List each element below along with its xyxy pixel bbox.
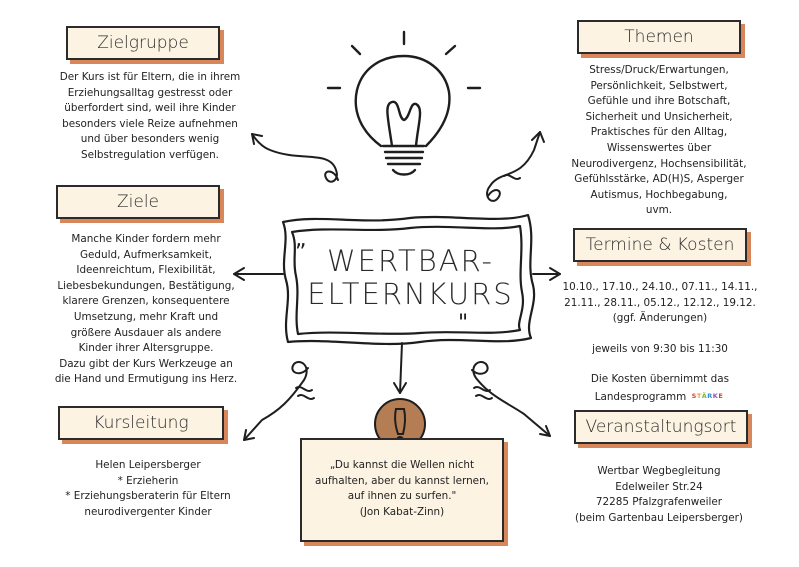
svg-text:„: „ [295, 227, 307, 252]
logo-letter: Ä [701, 391, 708, 400]
cost-line-1: Die Kosten übernimmt das [590, 373, 730, 386]
text-line: Sicherheit und Unsicherheit, [585, 110, 733, 123]
arrow-down [400, 343, 402, 393]
text-line: uvm. [645, 204, 673, 217]
arrow-upper-right [487, 132, 540, 201]
text-line: * Erzieherin [117, 474, 179, 487]
quote-line: „Du kannst die Wellen nicht [329, 459, 475, 471]
text-line: Persönlichkeit, Selbstwert, [590, 79, 728, 92]
quote-box [300, 438, 504, 542]
text-line: Kinder ihrer Altersgruppe. [78, 342, 214, 355]
text-line: größere Ausdauer als andere [70, 326, 222, 339]
text-line: klarere Grenzen, konsequentere [62, 295, 230, 308]
text-line: neurodivergenter Kinder [84, 505, 212, 518]
text-line: Neurodivergenz, Hochsensibilität, [571, 157, 747, 170]
text-line: die Hand und Ermutigung ins Herz. [54, 373, 238, 386]
text-line: Edelweiler Str.24 [615, 480, 703, 493]
heading-zielgruppe: Zielgruppe [66, 26, 220, 60]
text-line: Selbstregulation verfügen. [81, 148, 219, 161]
cost-program: Landesprogramm [594, 390, 687, 403]
text-line: Gefühle und ihre Botschaft, [587, 95, 731, 108]
text-ziele [48, 232, 244, 388]
text-line: Erziehungsalltag gestresst oder [67, 86, 233, 99]
lightbulb-icon [328, 32, 480, 175]
staerke-logo [690, 388, 726, 406]
text-line: (beim Gartenbau Leipersberger) [575, 511, 743, 524]
quote-author: (Jon Kabat-Zinn) [359, 505, 445, 518]
dates-note: (ggf. Änderungen) [612, 312, 708, 325]
text-line: * Erziehungsberaterin für Eltern [65, 490, 231, 503]
text-line: Wertbar Wegbegleitung [597, 465, 721, 477]
logo-letter: S [691, 391, 697, 400]
cost-line-2 [556, 388, 764, 406]
text-line: Wissenswertes über [606, 141, 712, 154]
text-line: überfordert sind, weil ihre Kinder [64, 102, 236, 115]
arrow-lower-right [472, 362, 550, 436]
time-line: jeweils von 9:30 bis 11:30 [592, 342, 728, 355]
svg-text:": " [458, 311, 469, 336]
heading-ziele: Ziele [56, 185, 220, 219]
text-line: Der Kurs ist für Eltern, die in ihrem [59, 71, 241, 83]
text-line: Dazu gibt der Kurs Werkzeuge an [59, 357, 233, 370]
logo-letter: K [712, 391, 719, 400]
text-themen [556, 63, 762, 219]
heading-termine-kosten: Termine & Kosten [573, 228, 747, 262]
text-kursleitung [46, 458, 250, 520]
quote-line: aufhalten, aber du kannst lernen, [315, 474, 489, 487]
text-line: Gefühlsstärke, AD(H)S, Asperger [574, 173, 744, 186]
quote-text [302, 458, 502, 520]
text-line: Helen Leipersberger [95, 459, 201, 471]
arrow-upper-left [252, 134, 338, 182]
heading-kursleitung: Kursleitung [58, 406, 224, 440]
text-line: Liebesbekundungen, Bestätigung, [57, 279, 235, 292]
quote-line: auf ihnen zu surfen." [347, 490, 457, 503]
text-termine [556, 280, 764, 406]
text-zielgruppe [50, 70, 250, 164]
dates-line-2: 21.11., 28.11., 05.12., 12.12., 19.12. [564, 296, 756, 309]
text-line: Autismus, Hochbegabung, [590, 188, 728, 201]
main-title-line1: WERTBAR- [326, 244, 495, 278]
heading-themen: Themen [577, 20, 741, 54]
text-line: Praktisches für den Alltag, [590, 126, 728, 139]
logo-letter: R [707, 391, 713, 400]
main-title-line2: ELTERNKURS [307, 277, 514, 311]
text-line: Manche Kinder fordern mehr [71, 233, 221, 245]
logo-letter: T [696, 391, 702, 400]
logo-letter: E [718, 391, 724, 400]
text-line: und über besonders wenig [80, 133, 220, 146]
heading-veranstaltungsort: Veranstaltungsort [574, 410, 748, 444]
text-line: Geduld, Aufmerksamkeit, [79, 248, 213, 261]
text-line: besonders viele Reize aufnehmen [62, 117, 238, 130]
dates-line-1: 10.10., 17.10., 24.10., 07.11., 14.11., [562, 281, 758, 293]
main-title [283, 245, 538, 311]
text-line: 72285 Pfalzgrafenweiler [595, 496, 723, 509]
text-veranstaltungsort [556, 464, 762, 526]
text-line: Ideenreichtum, Flexibilität, [76, 264, 216, 277]
arrow-lower-left [244, 362, 308, 440]
text-line: Umsetzung, mehr Kraft und [73, 310, 219, 323]
text-line: Stress/Druck/Erwartungen, [589, 64, 729, 76]
